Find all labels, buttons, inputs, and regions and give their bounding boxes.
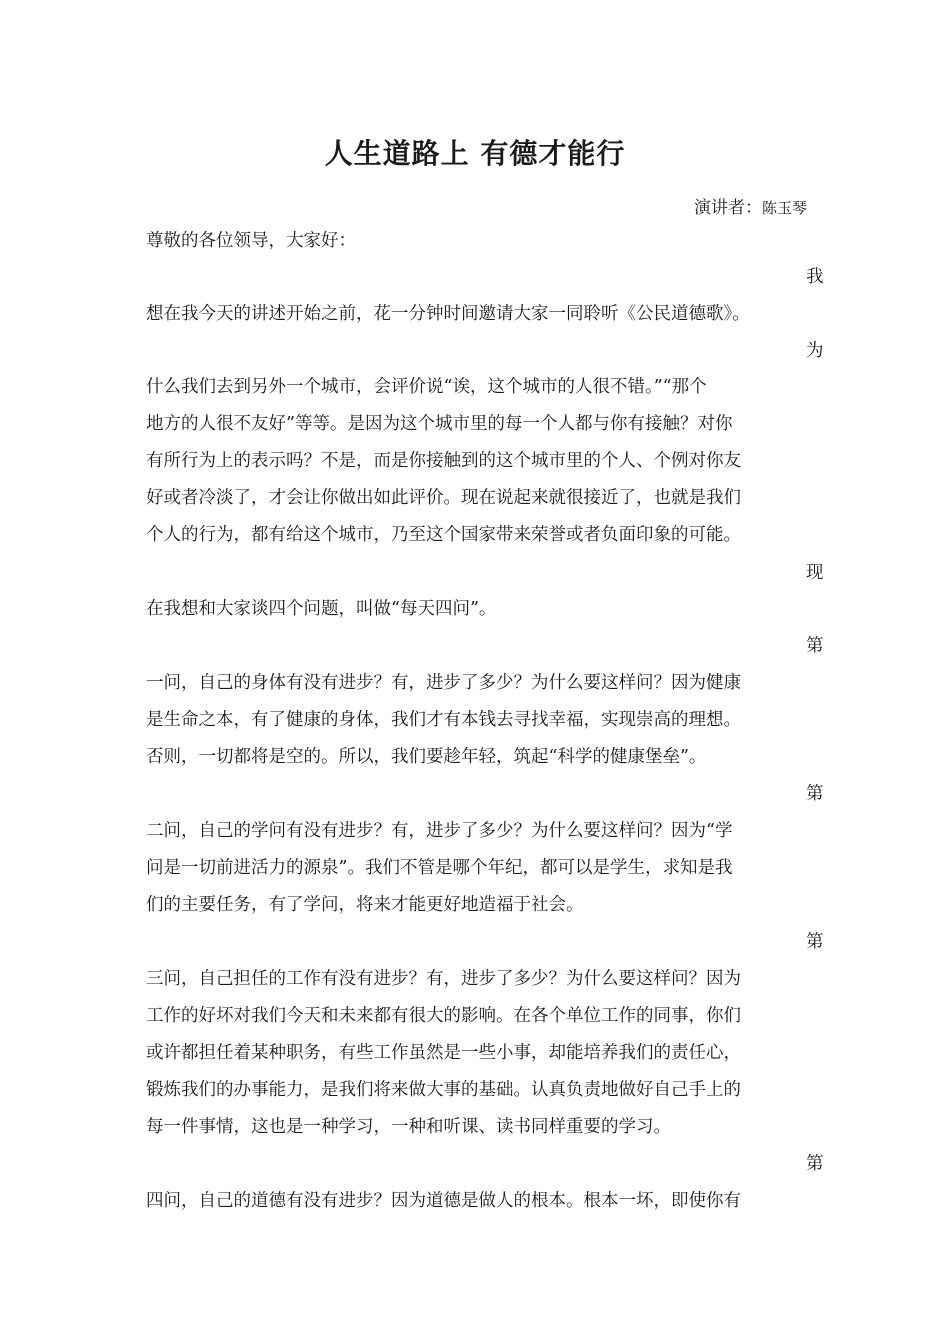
paragraph-line: 想在我今天的讲述开始之前，花一分钟时间邀请大家一同聆听《公民道德歌》。	[146, 304, 750, 324]
paragraph-first-char: 为	[806, 341, 824, 361]
paragraph-line: 一问，自己的身体有没有进步？有，进步了多少？为什么要这样问？因为健康	[146, 673, 741, 693]
paragraph-first-char: 第	[806, 1154, 824, 1174]
paragraph-first-char: 第	[806, 636, 824, 656]
paragraph-line: 四问，自己的道德有没有进步？因为道德是做人的根本。根本一坏，即使你有	[146, 1191, 741, 1211]
paragraph-line: 问是一切前进活力的源泉”。我们不管是哪个年纪，都可以是学生，求知是我	[146, 858, 733, 878]
paragraph-line: 二问，自己的学问有没有进步？有，进步了多少？为什么要这样问？因为“学	[146, 821, 733, 841]
paragraph-first-char: 第	[806, 932, 824, 952]
speaker-label: 演讲者：	[693, 198, 762, 218]
speaker-line	[694, 193, 807, 218]
paragraph-line: 锻炼我们的办事能力，是我们将来做大事的基础。认真负责地做好自己手上的	[146, 1080, 741, 1100]
paragraph-first-char: 我	[806, 267, 824, 287]
paragraph-line: 们的主要任务，有了学问，将来才能更好地造福于社会。	[146, 895, 584, 915]
paragraph-line: 否则，一切都将是空的。所以，我们要趁年轻，筑起“科学的健康堡垒”。	[146, 747, 707, 767]
paragraph-line: 三问，自己担任的工作有没有进步？有，进步了多少？为什么要这样问？因为	[146, 969, 741, 989]
paragraph-first-char: 第	[806, 784, 824, 804]
speaker-name: 陈玉琴	[761, 199, 807, 217]
paragraph-line: 什么我们去到另外一个城市，会评价说“诶，这个城市的人很不错。”“那个	[146, 377, 707, 397]
paragraph-line: 地方的人很不友好”等等。是因为这个城市里的每一个人都与你有接触？对你	[146, 414, 733, 434]
paragraph-line: 好或者冷淡了，才会让你做出如此评价。现在说起来就很接近了，也就是我们	[146, 488, 741, 508]
paragraph-line: 或许都担任着某种职务，有些工作虽然是一些小事，却能培养我们的责任心，	[146, 1043, 741, 1063]
paragraph-line: 工作的好坏对我们今天和未来都有很大的影响。在各个单位工作的同事，你们	[146, 1006, 741, 1026]
paragraph-line: 在我想和大家谈四个问题，叫做“每天四问”。	[146, 599, 497, 619]
paragraph-line: 是生命之本，有了健康的身体，我们才有本钱去寻找幸福，实现崇高的理想。	[146, 710, 741, 730]
salutation: 尊敬的各位领导，大家好：	[146, 231, 356, 251]
paragraph-line: 有所行为上的表示吗？不是，而是你接触到的这个城市里的个人、个例对你友	[146, 451, 741, 471]
paragraph-line: 每一件事情，这也是一种学习，一种和听课、读书同样重要的学习。	[146, 1117, 671, 1137]
paragraph-first-char: 现	[806, 563, 824, 583]
document-title: 人生道路上 有德才能行	[324, 137, 626, 170]
paragraph-line: 个人的行为，都有给这个城市，乃至这个国家带来荣誉或者负面印象的可能。	[146, 525, 741, 545]
